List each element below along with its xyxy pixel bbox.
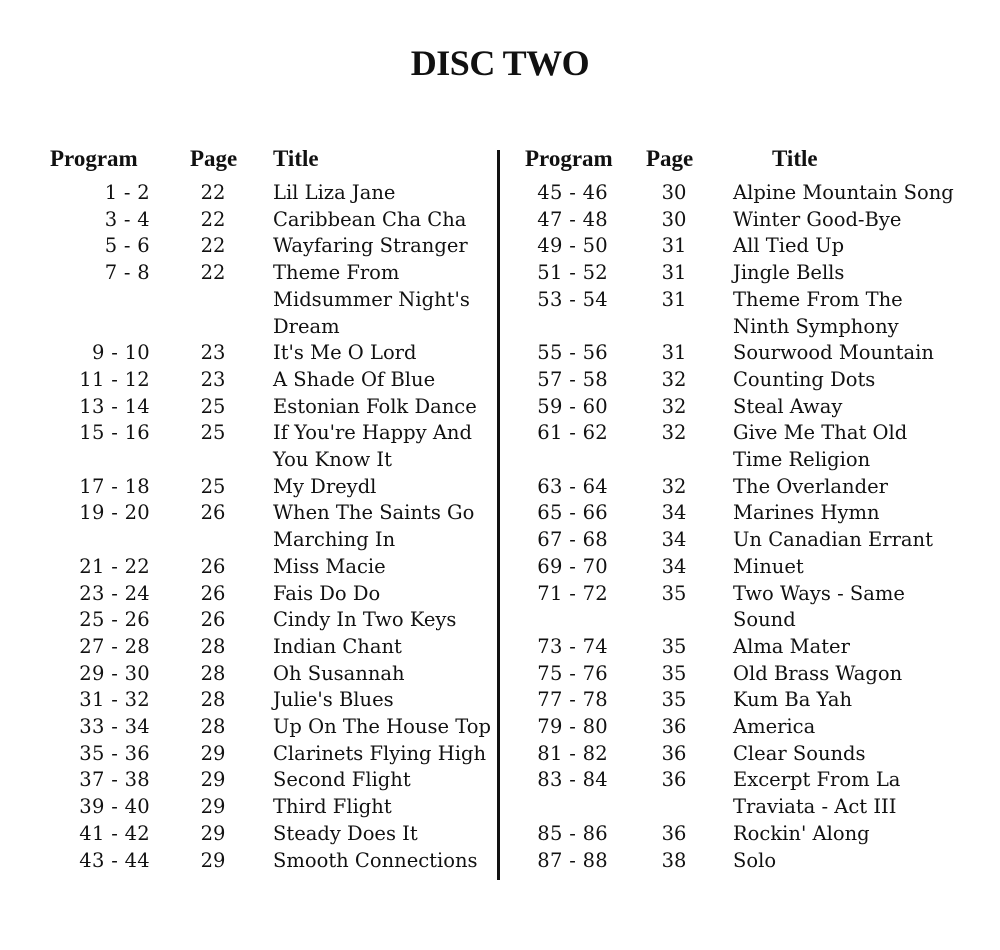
- song-title: Counting Dots: [733, 367, 876, 391]
- song-title: Solo: [733, 848, 777, 872]
- header-page-right: Page: [646, 146, 694, 171]
- page-number: 35: [661, 581, 687, 605]
- program-number: 51 - 52: [537, 261, 608, 285]
- program-number: 7 - 8: [104, 261, 150, 285]
- page-number: 25: [200, 394, 226, 418]
- table-row: [0, 260, 499, 340]
- table-row: [0, 340, 499, 367]
- page-number: 32: [661, 367, 687, 391]
- program-number: 55 - 56: [537, 341, 608, 365]
- program-number: 75 - 76: [537, 661, 608, 685]
- song-title: Kum Ba Yah: [733, 688, 853, 712]
- page-number: 30: [661, 181, 687, 204]
- table-row: [500, 527, 961, 554]
- program-number: 39 - 40: [79, 795, 150, 819]
- table-row: [0, 180, 499, 207]
- page-number: 32: [661, 394, 687, 418]
- table-row: [500, 767, 961, 820]
- song-title: Excerpt From La Traviata - Act III: [733, 768, 901, 819]
- table-row: [500, 233, 961, 260]
- header-title-left: Title: [273, 146, 319, 171]
- header-program-left: Program: [50, 146, 138, 171]
- table-row: [0, 474, 499, 501]
- table-row: [500, 634, 961, 661]
- page-number: 28: [200, 661, 226, 685]
- page-number: 36: [661, 768, 687, 792]
- program-number: 17 - 18: [79, 474, 150, 498]
- header-title-right: Title: [772, 146, 818, 171]
- program-number: 19 - 20: [79, 501, 150, 525]
- page-number: 25: [200, 421, 226, 445]
- page-number: 31: [661, 287, 687, 311]
- page-number: 22: [200, 234, 226, 258]
- song-title: Un Canadian Errant: [733, 528, 933, 552]
- table-row: [500, 394, 961, 421]
- song-title: Winter Good-Bye: [733, 207, 902, 231]
- table-row: [0, 420, 499, 473]
- page-number: 32: [661, 474, 687, 498]
- table-row: [500, 207, 961, 234]
- table-row: [0, 821, 499, 848]
- program-number: 1 - 2: [104, 181, 150, 204]
- page-number: 35: [661, 634, 687, 658]
- program-number: 15 - 16: [79, 421, 150, 445]
- program-number: 53 - 54: [537, 287, 608, 311]
- table-row: [500, 661, 961, 688]
- page-number: 35: [661, 688, 687, 712]
- page-number: 23: [200, 367, 226, 391]
- song-title: Give Me That Old Time Religion: [733, 421, 908, 472]
- page-number: 38: [661, 848, 687, 872]
- table-row: [0, 394, 499, 421]
- program-number: 87 - 88: [537, 848, 608, 872]
- table-row: [0, 207, 499, 234]
- page-number: 28: [200, 634, 226, 658]
- program-number: 27 - 28: [79, 634, 150, 658]
- program-number: 83 - 84: [537, 768, 608, 792]
- page-number: 31: [661, 234, 687, 258]
- song-title: Alpine Mountain Song: [733, 181, 954, 204]
- page-number: 22: [200, 261, 226, 285]
- table-row: [0, 500, 499, 553]
- page-number: 30: [661, 207, 687, 231]
- song-title: Minuet: [733, 554, 804, 578]
- program-number: 71 - 72: [537, 581, 608, 605]
- page-number: 31: [661, 261, 687, 285]
- song-title: Theme From Midsummer Night's Dream: [273, 261, 470, 338]
- song-title: It's Me O Lord: [273, 341, 417, 365]
- song-title: Sourwood Mountain: [733, 341, 934, 365]
- program-number: 49 - 50: [537, 234, 608, 258]
- program-number: 59 - 60: [537, 394, 608, 418]
- song-title: Steady Does It: [273, 821, 418, 845]
- program-number: 77 - 78: [537, 688, 608, 712]
- song-title: Rockin' Along: [733, 821, 870, 845]
- page-number: 26: [200, 554, 226, 578]
- program-number: 65 - 66: [537, 501, 608, 525]
- program-number: 63 - 64: [537, 474, 608, 498]
- song-title: Lil Liza Jane: [273, 181, 396, 204]
- program-number: 73 - 74: [537, 634, 608, 658]
- song-title: Theme From The Ninth Symphony: [733, 287, 903, 338]
- page-number: 29: [200, 768, 226, 792]
- program-number: 45 - 46: [537, 181, 608, 204]
- page-number: 26: [200, 608, 226, 632]
- header-program-right: Program: [525, 146, 613, 171]
- page-number: 29: [200, 848, 226, 872]
- program-number: 85 - 86: [537, 821, 608, 845]
- page-number: 34: [661, 554, 687, 578]
- song-title: Jingle Bells: [733, 261, 845, 285]
- song-title: A Shade Of Blue: [273, 367, 436, 391]
- table-row: [500, 260, 961, 287]
- page-number: 34: [661, 528, 687, 552]
- program-number: 35 - 36: [79, 741, 150, 765]
- page-number: 26: [200, 581, 226, 605]
- table-row: [0, 367, 499, 394]
- table-row: [500, 687, 961, 714]
- table-row: [500, 474, 961, 501]
- song-title: Smooth Connections: [273, 848, 478, 872]
- table-row: [0, 794, 499, 821]
- program-number: 43 - 44: [79, 848, 150, 872]
- right-program-list: [500, 180, 961, 874]
- page-number: 26: [200, 501, 226, 525]
- table-row: [0, 607, 499, 634]
- page-number: 36: [661, 715, 687, 739]
- program-number: 21 - 22: [79, 554, 150, 578]
- program-number: 9 - 10: [91, 341, 150, 365]
- table-row: [0, 233, 499, 260]
- table-row: [0, 741, 499, 768]
- page-number: 25: [200, 474, 226, 498]
- song-title: The Overlander: [733, 474, 888, 498]
- page-number: 34: [661, 501, 687, 525]
- table-row: [0, 581, 499, 608]
- program-number: 47 - 48: [537, 207, 608, 231]
- program-number: 69 - 70: [537, 554, 608, 578]
- song-title: Cindy In Two Keys: [273, 608, 457, 632]
- program-number: 79 - 80: [537, 715, 608, 739]
- table-row: [0, 767, 499, 794]
- page-number: 28: [200, 688, 226, 712]
- page-number: 28: [200, 715, 226, 739]
- program-number: 81 - 82: [537, 741, 608, 765]
- table-row: [500, 180, 961, 207]
- page-number: 29: [200, 821, 226, 845]
- page-number: 36: [661, 821, 687, 845]
- song-title: America: [733, 715, 816, 739]
- left-program-list: [0, 180, 499, 874]
- program-number: 29 - 30: [79, 661, 150, 685]
- song-title: Marines Hymn: [733, 501, 880, 525]
- song-title: Clarinets Flying High: [273, 741, 487, 765]
- song-title: All Tied Up: [733, 234, 845, 258]
- table-row: [500, 367, 961, 394]
- table-row: [500, 500, 961, 527]
- table-row: [0, 661, 499, 688]
- program-number: 37 - 38: [79, 768, 150, 792]
- program-number: 3 - 4: [104, 207, 150, 231]
- song-title: Second Flight: [273, 768, 411, 792]
- page-number: 29: [200, 795, 226, 819]
- program-number: 23 - 24: [79, 581, 150, 605]
- program-number: 11 - 12: [79, 367, 150, 391]
- table-row: [0, 554, 499, 581]
- program-number: 61 - 62: [537, 421, 608, 445]
- page-number: 29: [200, 741, 226, 765]
- program-number: 67 - 68: [537, 528, 608, 552]
- song-title: Two Ways - Same Sound: [733, 581, 905, 632]
- song-title: Indian Chant: [273, 634, 402, 658]
- song-title: If You're Happy And You Know It: [273, 421, 472, 472]
- song-title: Alma Mater: [733, 634, 850, 658]
- program-number: 25 - 26: [79, 608, 150, 632]
- song-title: Steal Away: [733, 394, 843, 418]
- table-row: [500, 554, 961, 581]
- page-number: 35: [661, 661, 687, 685]
- header-page-left: Page: [190, 146, 238, 171]
- song-title: When The Saints Go Marching In: [273, 501, 475, 552]
- program-number: 31 - 32: [79, 688, 150, 712]
- page-number: 32: [661, 421, 687, 445]
- page-number: 31: [661, 341, 687, 365]
- program-number: 41 - 42: [79, 821, 150, 845]
- song-title: Up On The House Top: [273, 715, 491, 739]
- table-row: [500, 340, 961, 367]
- page-number: 23: [200, 341, 226, 365]
- song-title: My Dreydl: [273, 474, 377, 498]
- song-title: Clear Sounds: [733, 741, 866, 765]
- table-row: [0, 714, 499, 741]
- table-row: [0, 634, 499, 661]
- table-row: [500, 420, 961, 473]
- program-number: 57 - 58: [537, 367, 608, 391]
- song-title: Julie's Blues: [273, 688, 394, 712]
- page-number: 36: [661, 741, 687, 765]
- song-title: Caribbean Cha Cha: [273, 207, 467, 231]
- song-title: Fais Do Do: [273, 581, 381, 605]
- song-title: Oh Susannah: [273, 661, 405, 685]
- song-title: Third Flight: [273, 795, 392, 819]
- page-title: DISC TWO: [410, 43, 590, 83]
- table-row: [0, 848, 499, 875]
- song-title: Wayfaring Stranger: [273, 234, 468, 258]
- table-row: [500, 581, 961, 634]
- table-row: [0, 687, 499, 714]
- table-row: [500, 714, 961, 741]
- table-row: [500, 287, 961, 340]
- table-row: [500, 821, 961, 848]
- page-number: 22: [200, 181, 226, 204]
- song-title: Miss Macie: [273, 554, 386, 578]
- program-number: 5 - 6: [104, 234, 150, 258]
- song-title: Old Brass Wagon: [733, 661, 903, 685]
- program-number: 13 - 14: [79, 394, 150, 418]
- table-row: [500, 848, 961, 875]
- table-row: [500, 741, 961, 768]
- page-number: 22: [200, 207, 226, 231]
- program-number: 33 - 34: [79, 715, 150, 739]
- song-title: Estonian Folk Dance: [273, 394, 477, 418]
